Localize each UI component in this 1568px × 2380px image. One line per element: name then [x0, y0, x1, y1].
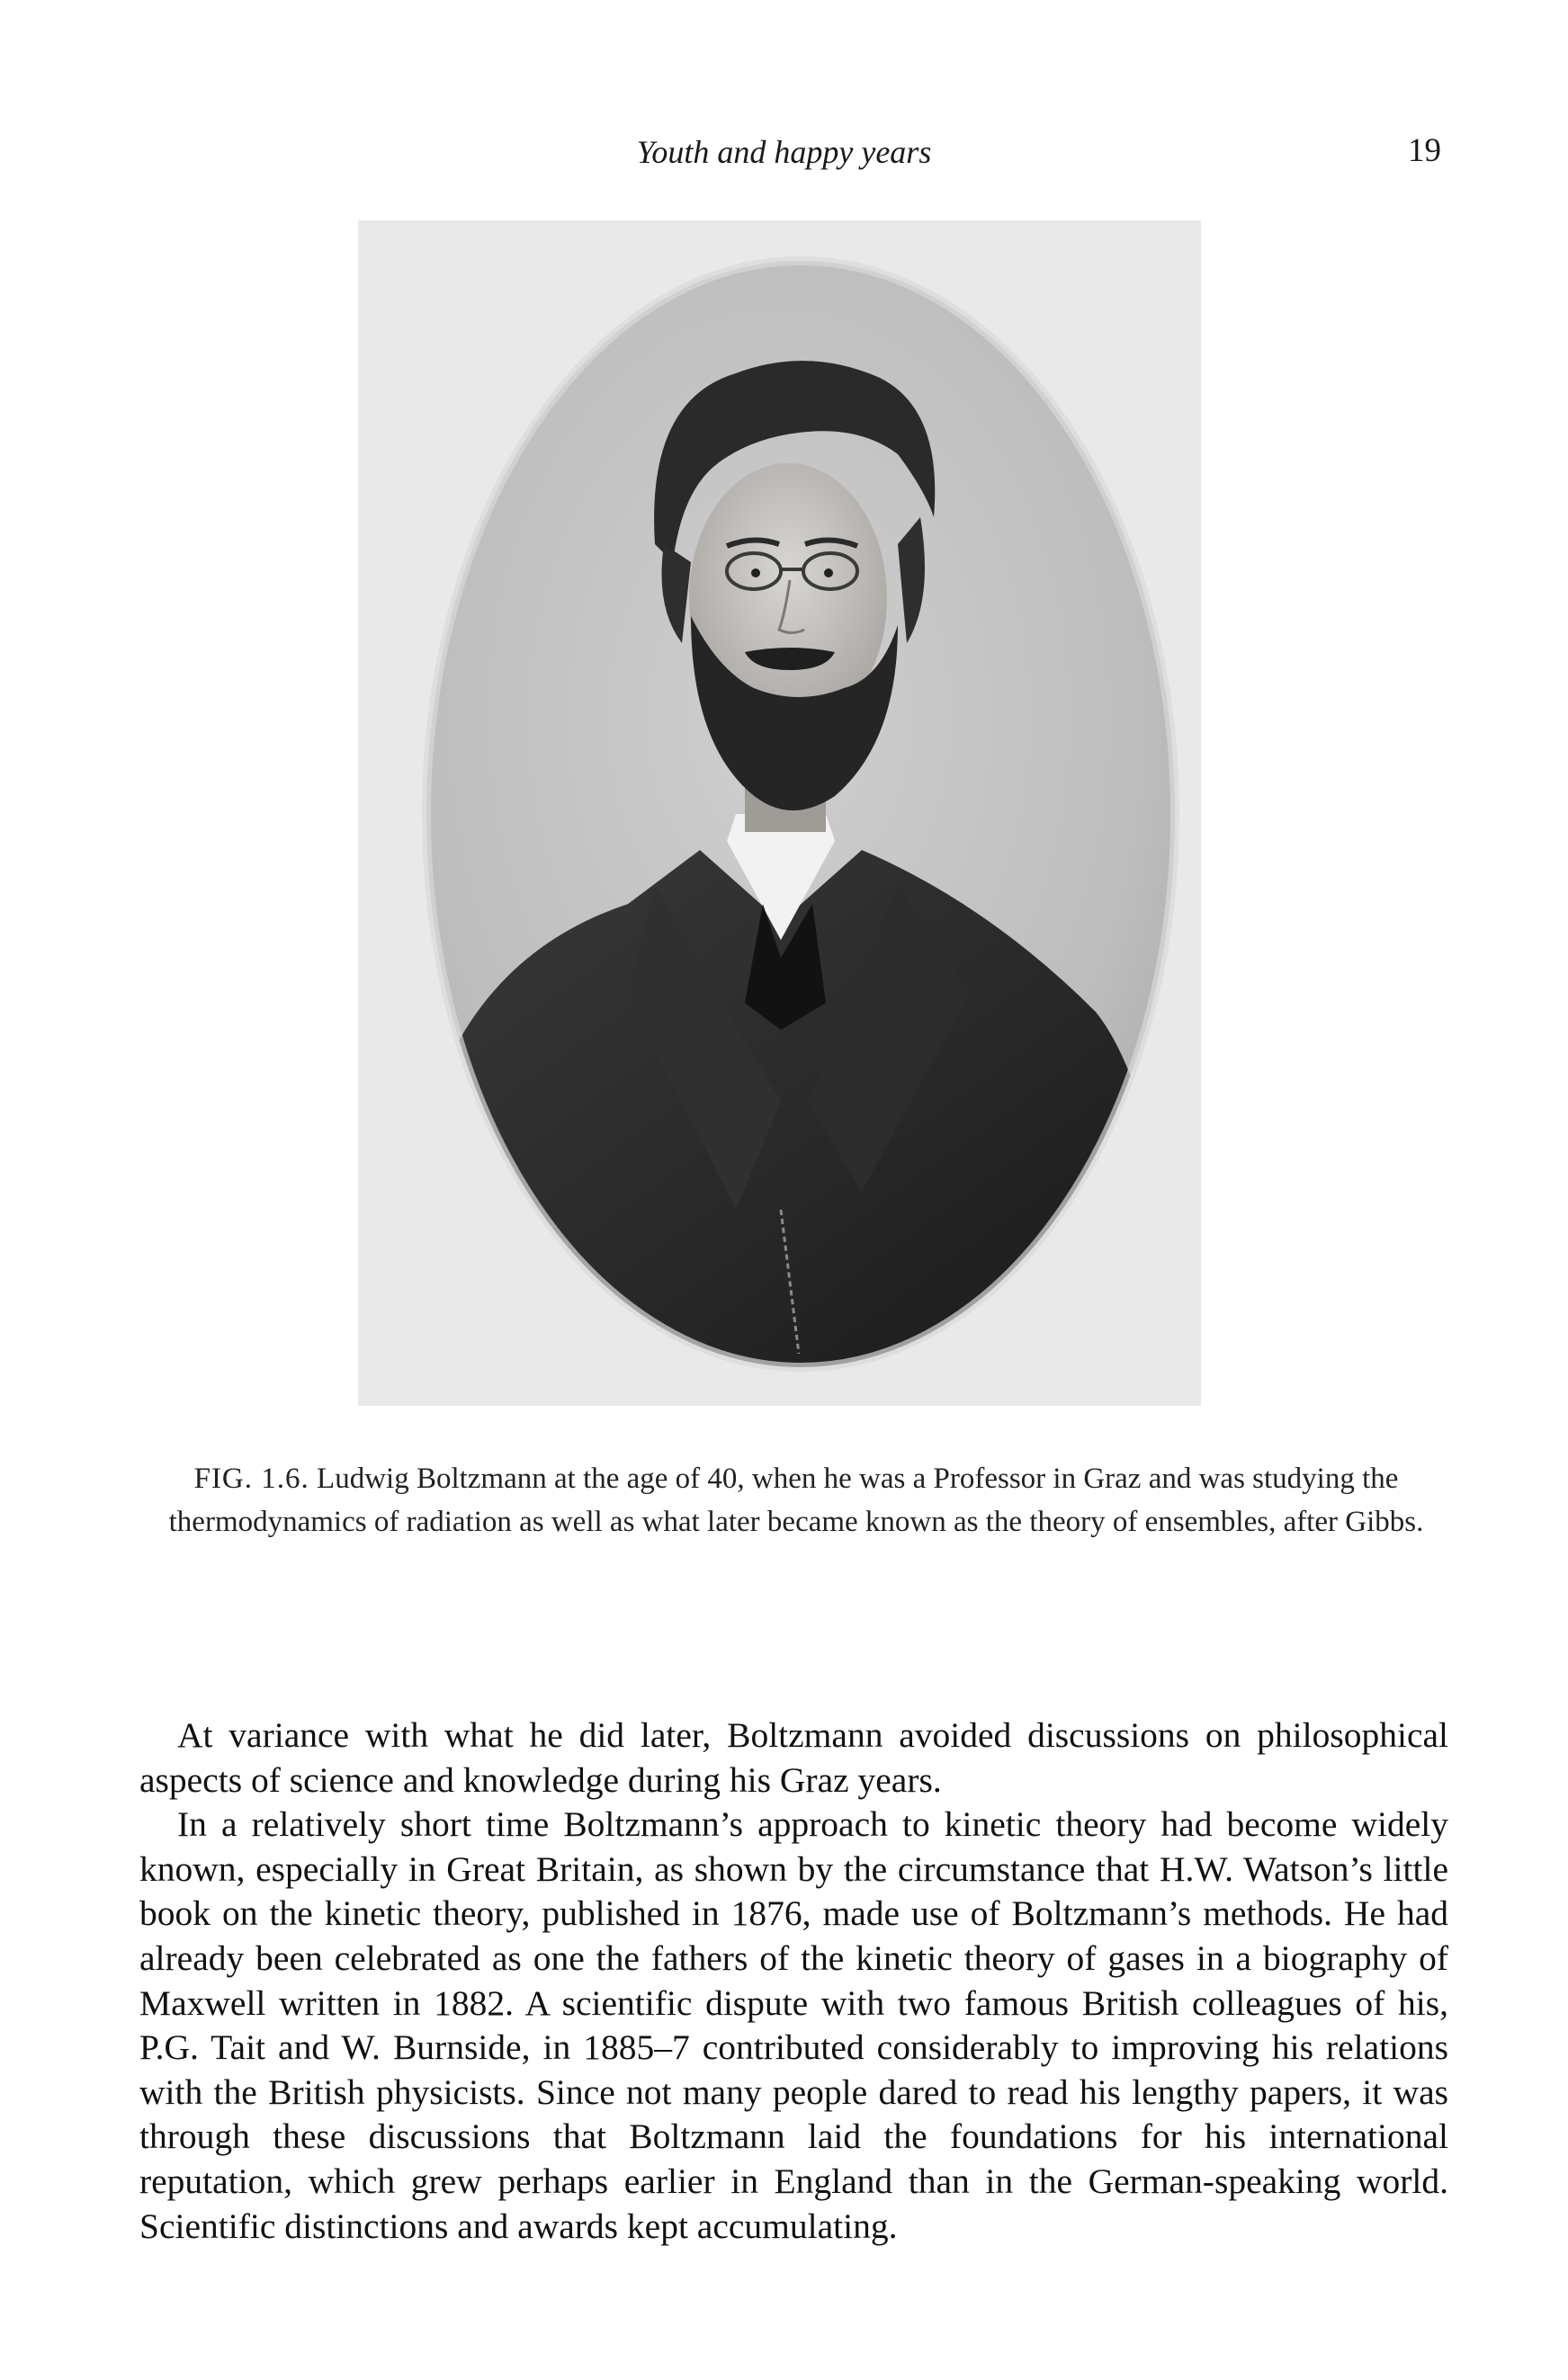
figure-caption-text: Ludwig Boltzmann at the age of 40, when he was a Professor in Graz and was studying the thermodynamics of radiation as well as what later became known as the theory of ensembles, after Gibbs.: [168, 1463, 1424, 1538]
paragraph: In a relatively short time Boltzmann’s approach to kinetic theory had become widely known, especially in Great Britain, as shown by the circumstance that H.W. Watson’s little book on the kinetic theory, published in 1876, made use of Boltzmann’s methods. He had already been celebrated as one the fathers of the kinetic theory of gases in a biography of Maxwell written in 1882. A scientific dispute with two famous British colleagues of his, P.G. Tait and W. Burnside, in 1885–7 contributed considerably to improving his relations with the British physicists. Since not many people dared to read his lengthy papers, it was through these discussions that Boltzmann laid the foundations for his international reputation, which grew perhaps earlier in England than in the German-speaking world. Scientific distinctions and awards kept accumulating.: [139, 1804, 1448, 2246]
portrait-figure: [358, 220, 1201, 1406]
figure-label: FIG. 1.6.: [193, 1463, 309, 1495]
portrait-photo: [358, 220, 1201, 1406]
paragraph: At variance with what he did later, Boltzmann avoided discussions on philosophical aspects of science and knowledge during his Graz years.: [139, 1715, 1448, 1800]
page-number: 19: [1408, 132, 1441, 169]
body-text: [139, 1713, 1448, 2249]
figure-caption: [139, 1457, 1453, 1543]
running-head: Youth and happy years: [636, 134, 932, 170]
